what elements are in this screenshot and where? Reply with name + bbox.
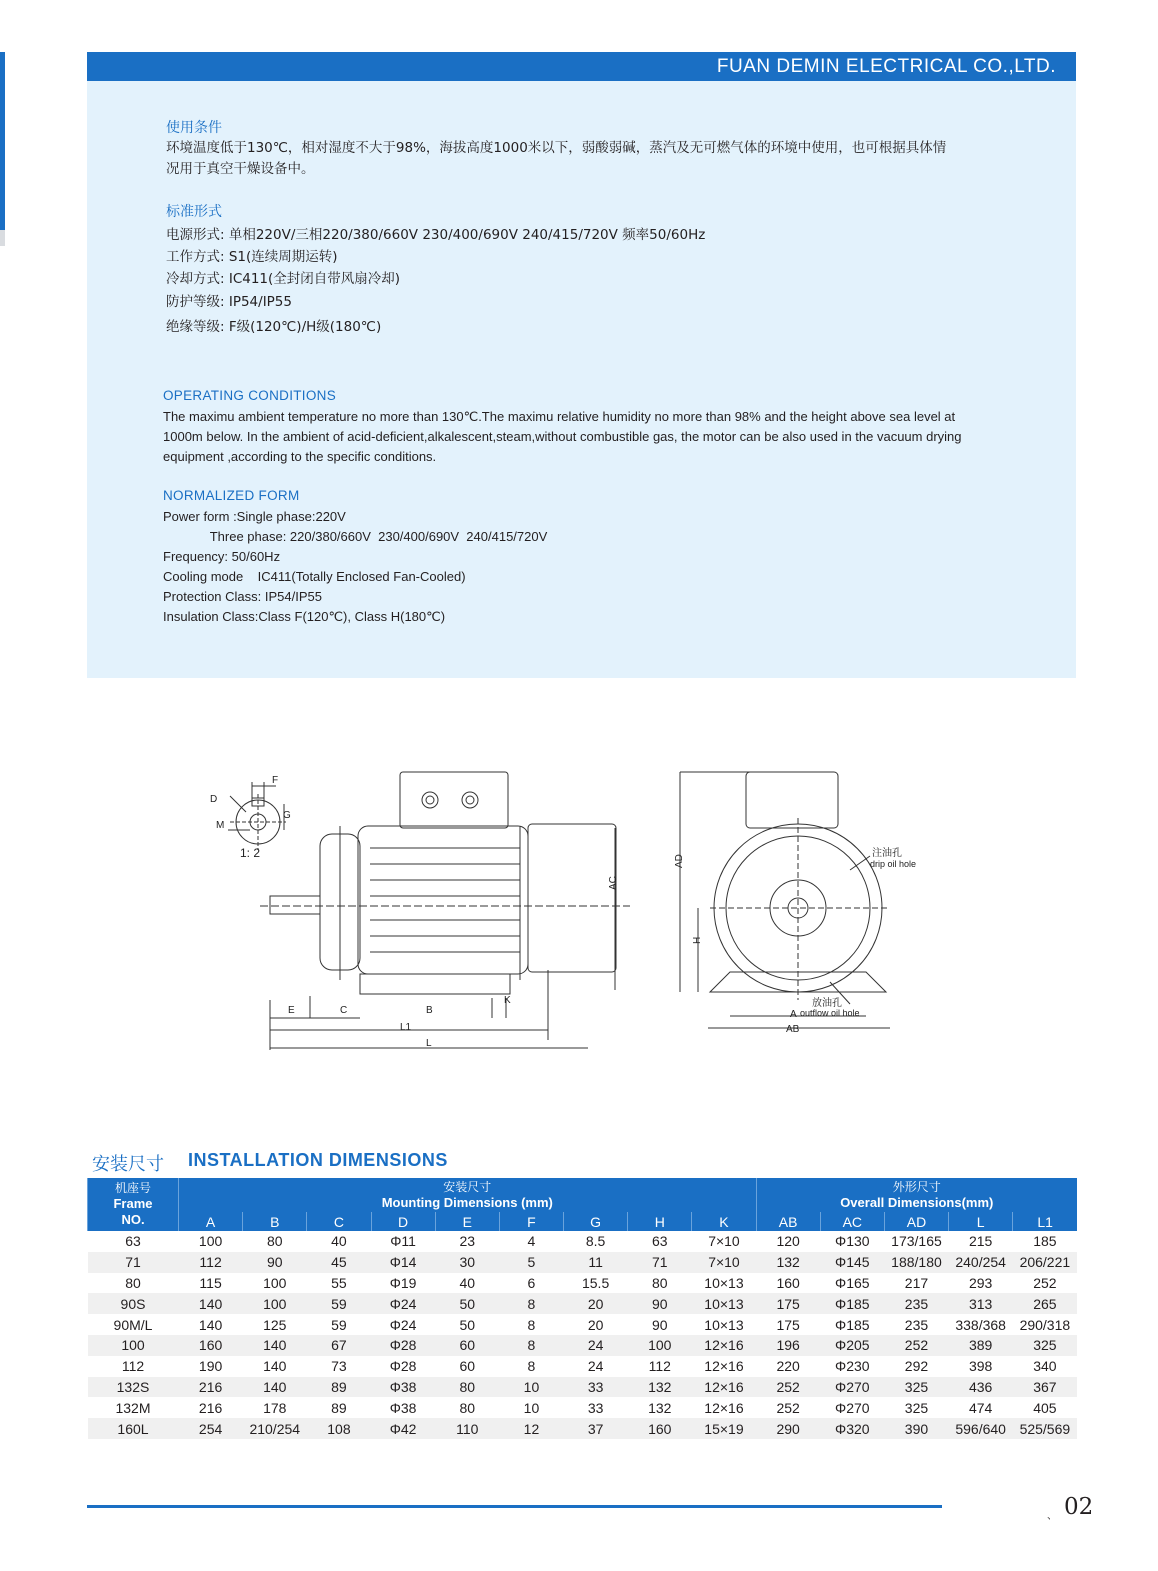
frame-cell: 112 — [88, 1356, 179, 1377]
spec-row-power: 电源形式: 单相220V/三相220/380/660V 230/400/690V 240/415/720V 频率50/60Hz — [166, 227, 706, 243]
table-cell: 7×10 — [692, 1252, 756, 1273]
spec-row-protection: 防护等级: IP54/IP55 — [166, 294, 292, 310]
frame-cell: 160L — [88, 1418, 179, 1439]
table-cell: Φ42 — [371, 1418, 435, 1439]
table-cell: 15.5 — [564, 1273, 628, 1294]
frame-cell: 132M — [88, 1397, 179, 1418]
column-header: L1 — [1013, 1212, 1077, 1231]
table-row — [88, 1356, 1078, 1377]
table-cell: 436 — [949, 1377, 1013, 1398]
table-cell: 67 — [307, 1335, 371, 1356]
label-ac: AC — [608, 876, 619, 890]
table-cell: 132 — [628, 1377, 692, 1398]
table-cell: 160 — [756, 1273, 820, 1294]
label-ab: AB — [786, 1024, 800, 1035]
table-row — [88, 1377, 1078, 1398]
table-cell: 73 — [307, 1356, 371, 1377]
drip-oil-hole-cn: 注油孔 — [872, 848, 902, 859]
frame-cell: 132S — [88, 1377, 179, 1398]
table-cell: 71 — [628, 1252, 692, 1273]
table-cell: Φ19 — [371, 1273, 435, 1294]
table-cell: 292 — [884, 1356, 948, 1377]
left-accent-fade — [0, 230, 5, 246]
table-cell: 252 — [884, 1335, 948, 1356]
table-cell: 59 — [307, 1293, 371, 1314]
table-cell: 290/318 — [1013, 1314, 1077, 1335]
table-cell: Φ270 — [820, 1377, 884, 1398]
table-cell: 10×13 — [692, 1314, 756, 1335]
table-cell: 252 — [756, 1377, 820, 1398]
table-cell: 160 — [628, 1418, 692, 1439]
dimensions-body — [88, 1231, 1078, 1439]
table-cell: 120 — [756, 1231, 820, 1252]
table-cell: 12×16 — [692, 1377, 756, 1398]
drip-oil-hole-en: drip oil hole — [870, 859, 917, 869]
label-f: F — [272, 775, 279, 786]
left-accent-bar — [0, 52, 5, 230]
motor-side-view — [260, 772, 630, 1050]
table-cell: 240/254 — [949, 1252, 1013, 1273]
label-l1: L1 — [400, 1022, 412, 1033]
table-cell: Φ28 — [371, 1356, 435, 1377]
table-cell: 50 — [435, 1293, 499, 1314]
column-header: K — [692, 1212, 756, 1231]
table-cell: 8 — [499, 1356, 563, 1377]
form-line-insulation: Insulation Class:Class F(120℃), Class H(180℃) — [163, 609, 446, 624]
outflow-oil-hole-cn: 放油孔 — [812, 998, 842, 1009]
table-cell: 188/180 — [884, 1252, 948, 1273]
table-row — [88, 1314, 1078, 1335]
frame-cell: 71 — [88, 1252, 179, 1273]
table-cell: 140 — [243, 1377, 307, 1398]
label-b: B — [426, 1005, 433, 1016]
table-cell: 389 — [949, 1335, 1013, 1356]
dimensions-title-cn: 安装尺寸 — [92, 1154, 164, 1175]
usage-title-cn: 使用条件 — [166, 120, 222, 136]
label-e: E — [288, 1005, 295, 1016]
column-header: D — [371, 1212, 435, 1231]
table-cell: 190 — [179, 1356, 243, 1377]
table-cell: 7×10 — [692, 1231, 756, 1252]
table-cell: Φ145 — [820, 1252, 884, 1273]
table-cell: 367 — [1013, 1377, 1077, 1398]
table-cell: 60 — [435, 1335, 499, 1356]
table-cell: 80 — [243, 1231, 307, 1252]
label-l: L — [426, 1038, 432, 1049]
column-header: C — [307, 1212, 371, 1231]
table-row — [88, 1252, 1078, 1273]
table-cell: 140 — [243, 1356, 307, 1377]
form-line-frequency: Frequency: 50/60Hz — [163, 549, 281, 564]
table-cell: 40 — [307, 1231, 371, 1252]
table-cell: 8.5 — [564, 1231, 628, 1252]
table-cell: 140 — [179, 1293, 243, 1314]
table-cell: 216 — [179, 1377, 243, 1398]
table-cell: 110 — [435, 1418, 499, 1439]
form-line-cooling: Cooling mode IC411(Totally Enclosed Fan-Cooled) — [163, 569, 466, 584]
table-cell: 112 — [179, 1252, 243, 1273]
table-cell: 4 — [499, 1231, 563, 1252]
table-cell: 175 — [756, 1314, 820, 1335]
frame-cell: 90S — [88, 1293, 179, 1314]
table-cell: 20 — [564, 1293, 628, 1314]
table-cell: 220 — [756, 1356, 820, 1377]
usage-text-cn: 环境温度低于130℃，相对湿度不大于98%，海拔高度1000米以下，弱酸弱碱，蒸汽及无可燃气体的环境中使用，也可根据具体情况用于真空干燥设备中。 — [166, 140, 947, 177]
table-cell: 59 — [307, 1314, 371, 1335]
table-cell: 100 — [179, 1231, 243, 1252]
table-cell: Φ230 — [820, 1356, 884, 1377]
table-cell: 10 — [499, 1397, 563, 1418]
table-cell: 80 — [628, 1273, 692, 1294]
table-cell: 265 — [1013, 1293, 1077, 1314]
operating-text-en: The maximu ambient temperature no more than 130℃.The maximu relative humidity no more than 98% and the height above sea level at 1000m below. In the ambient of acid-deficient,alkalescent,steam,without combustible gas, the motor can be also used in the vacuum drying equipment ,according to the specific conditions. — [163, 409, 962, 464]
table-cell: 293 — [949, 1273, 1013, 1294]
label-g: G — [283, 810, 291, 821]
table-cell: 45 — [307, 1252, 371, 1273]
installation-dimensions-table — [87, 1178, 1077, 1439]
table-cell: 20 — [564, 1314, 628, 1335]
shaft-section-detail — [228, 782, 286, 850]
column-header: A — [179, 1212, 243, 1231]
spec-row-cooling: 冷却方式: IC411(全封闭自带风扇冷却) — [166, 271, 401, 287]
table-cell: Φ38 — [371, 1397, 435, 1418]
table-cell: 313 — [949, 1293, 1013, 1314]
table-cell: 132 — [628, 1397, 692, 1418]
table-cell: 108 — [307, 1418, 371, 1439]
table-cell: 8 — [499, 1293, 563, 1314]
column-header: AD — [884, 1212, 948, 1231]
column-header: AB — [756, 1212, 820, 1231]
table-cell: 215 — [949, 1231, 1013, 1252]
page-number: 02 — [1064, 1494, 1094, 1520]
label-ad: AD — [674, 854, 685, 868]
table-cell: 37 — [564, 1418, 628, 1439]
table-cell: 50 — [435, 1314, 499, 1335]
table-cell: 175 — [756, 1293, 820, 1314]
column-header: E — [435, 1212, 499, 1231]
table-cell: 474 — [949, 1397, 1013, 1418]
table-cell: 405 — [1013, 1397, 1077, 1418]
overall-header: 外形尺寸 Overall Dimensions(mm) — [756, 1178, 1077, 1212]
table-cell: Φ28 — [371, 1335, 435, 1356]
motor-drawing — [190, 760, 950, 1060]
table-cell: 12×16 — [692, 1335, 756, 1356]
table-cell: 216 — [179, 1397, 243, 1418]
table-cell: 55 — [307, 1273, 371, 1294]
label-scale: 1: 2 — [240, 846, 261, 860]
table-cell: Φ270 — [820, 1397, 884, 1418]
form-title-en: NORMALIZED FORM — [163, 488, 300, 503]
table-cell: 23 — [435, 1231, 499, 1252]
table-cell: 112 — [628, 1356, 692, 1377]
table-cell: 24 — [564, 1335, 628, 1356]
table-cell: 125 — [243, 1314, 307, 1335]
table-cell: 11 — [564, 1252, 628, 1273]
table-cell: 40 — [435, 1273, 499, 1294]
motor-front-view — [680, 772, 890, 1028]
operating-title-en: OPERATING CONDITIONS — [163, 388, 337, 403]
column-header: AC — [820, 1212, 884, 1231]
table-cell: 89 — [307, 1377, 371, 1398]
table-cell: 325 — [884, 1397, 948, 1418]
table-cell: 10 — [499, 1377, 563, 1398]
label-a: A — [790, 1009, 797, 1020]
label-c: C — [340, 1005, 348, 1016]
table-row — [88, 1335, 1078, 1356]
table-cell: Φ185 — [820, 1314, 884, 1335]
table-cell: Φ24 — [371, 1293, 435, 1314]
table-cell: 390 — [884, 1418, 948, 1439]
table-cell: 338/368 — [949, 1314, 1013, 1335]
frame-cell: 90M/L — [88, 1314, 179, 1335]
table-cell: 254 — [179, 1418, 243, 1439]
outflow-oil-hole-en: outflow oil hole — [800, 1008, 860, 1018]
table-row — [88, 1397, 1078, 1418]
table-cell: 89 — [307, 1397, 371, 1418]
form-line-protection: Protection Class: IP54/IP55 — [163, 589, 322, 604]
column-header-row — [88, 1212, 1078, 1231]
form-line-three-phase: Three phase: 220/380/660V 230/400/690V 240/415/720V — [163, 529, 548, 544]
label-k: K — [504, 995, 511, 1006]
table-cell: Φ205 — [820, 1335, 884, 1356]
column-header: L — [949, 1212, 1013, 1231]
table-cell: 33 — [564, 1377, 628, 1398]
form-line-power: Power form :Single phase:220V — [163, 509, 346, 524]
table-cell: Φ185 — [820, 1293, 884, 1314]
column-header: H — [628, 1212, 692, 1231]
table-cell: 8 — [499, 1335, 563, 1356]
table-cell: 100 — [628, 1335, 692, 1356]
spec-row-duty: 工作方式: S1(连续周期运转) — [166, 249, 338, 265]
table-cell: 12×16 — [692, 1397, 756, 1418]
table-cell: 10×13 — [692, 1293, 756, 1314]
table-cell: 235 — [884, 1314, 948, 1335]
table-cell: 10×13 — [692, 1273, 756, 1294]
label-h: H — [692, 936, 703, 944]
footer-line — [87, 1505, 942, 1508]
mounting-header: 安装尺寸 Mounting Dimensions (mm) — [179, 1178, 757, 1212]
dimensions-title-en: INSTALLATION DIMENSIONS — [188, 1150, 448, 1170]
table-cell: 132 — [756, 1252, 820, 1273]
table-cell: 6 — [499, 1273, 563, 1294]
table-cell: 63 — [628, 1231, 692, 1252]
table-cell: Φ320 — [820, 1418, 884, 1439]
table-cell: 217 — [884, 1273, 948, 1294]
table-cell: 90 — [243, 1252, 307, 1273]
table-cell: 196 — [756, 1335, 820, 1356]
table-cell: 398 — [949, 1356, 1013, 1377]
table-cell: 252 — [756, 1397, 820, 1418]
table-cell: 115 — [179, 1273, 243, 1294]
table-cell: 8 — [499, 1314, 563, 1335]
column-header: B — [243, 1212, 307, 1231]
table-cell: 140 — [243, 1335, 307, 1356]
spec-row-insulation: 绝缘等级: F级(120℃)/H级(180℃) — [166, 319, 382, 335]
table-cell: 100 — [243, 1293, 307, 1314]
table-cell: 325 — [884, 1377, 948, 1398]
table-cell: 15×19 — [692, 1418, 756, 1439]
table-cell: 60 — [435, 1356, 499, 1377]
frame-header: 机座号 Frame NO. — [88, 1178, 179, 1231]
table-cell: Φ165 — [820, 1273, 884, 1294]
page-mark: 、 — [1047, 1511, 1057, 1522]
table-cell: 596/640 — [949, 1418, 1013, 1439]
column-header: G — [564, 1212, 628, 1231]
table-cell: 90 — [628, 1314, 692, 1335]
table-row — [88, 1293, 1078, 1314]
table-cell: 80 — [435, 1377, 499, 1398]
table-cell: Φ11 — [371, 1231, 435, 1252]
table-row — [88, 1418, 1078, 1439]
frame-cell: 80 — [88, 1273, 179, 1294]
table-cell: 160 — [179, 1335, 243, 1356]
header-bar — [87, 52, 1076, 81]
table-cell: 12×16 — [692, 1356, 756, 1377]
frame-cell: 63 — [88, 1231, 179, 1252]
table-cell: 24 — [564, 1356, 628, 1377]
table-cell: 325 — [1013, 1335, 1077, 1356]
table-cell: 100 — [243, 1273, 307, 1294]
table-cell: 173/165 — [884, 1231, 948, 1252]
table-cell: Φ38 — [371, 1377, 435, 1398]
table-cell: 525/569 — [1013, 1418, 1077, 1439]
table-row — [88, 1231, 1078, 1252]
table-cell: 206/221 — [1013, 1252, 1077, 1273]
table-cell: 252 — [1013, 1273, 1077, 1294]
table-cell: 340 — [1013, 1356, 1077, 1377]
table-cell: 30 — [435, 1252, 499, 1273]
table-cell: 33 — [564, 1397, 628, 1418]
table-cell: 178 — [243, 1397, 307, 1418]
table-cell: Φ24 — [371, 1314, 435, 1335]
table-cell: Φ14 — [371, 1252, 435, 1273]
table-cell: 5 — [499, 1252, 563, 1273]
column-header: F — [499, 1212, 563, 1231]
table-cell: 235 — [884, 1293, 948, 1314]
table-cell: 290 — [756, 1418, 820, 1439]
table-cell: 12 — [499, 1418, 563, 1439]
table-cell: 80 — [435, 1397, 499, 1418]
frame-cell: 100 — [88, 1335, 179, 1356]
table-cell: Φ130 — [820, 1231, 884, 1252]
table-cell: 210/254 — [243, 1418, 307, 1439]
table-row — [88, 1273, 1078, 1294]
label-m: M — [216, 820, 225, 831]
form-title-cn: 标准形式 — [166, 204, 222, 220]
table-cell: 185 — [1013, 1231, 1077, 1252]
label-d: D — [210, 794, 218, 805]
table-cell: 140 — [179, 1314, 243, 1335]
company-name: FUAN DEMIN ELECTRICAL CO.,LTD. — [716, 56, 1056, 77]
table-cell: 90 — [628, 1293, 692, 1314]
